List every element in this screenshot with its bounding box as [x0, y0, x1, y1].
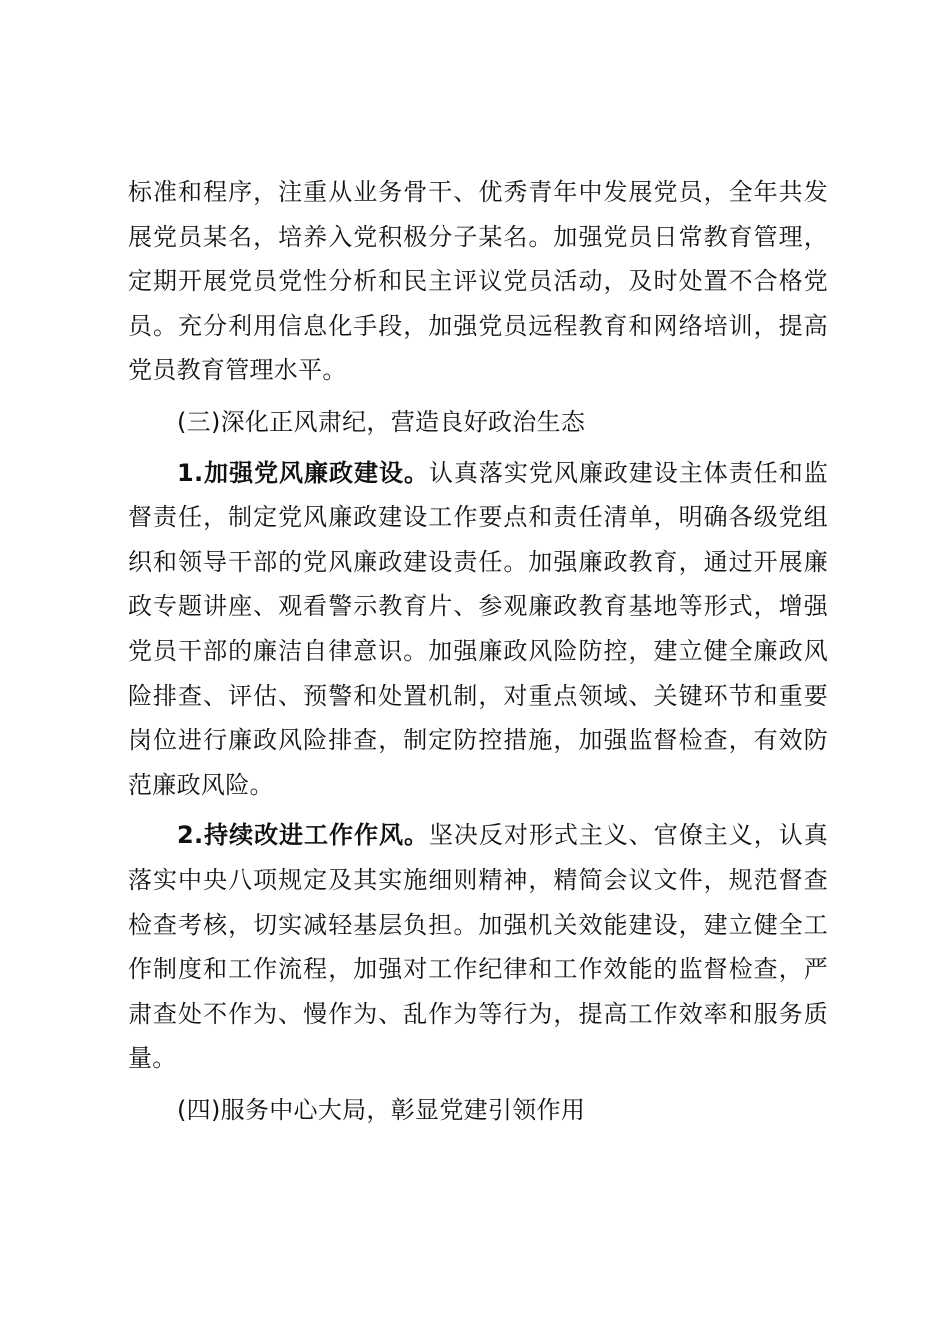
paragraph-work-style: [128, 813, 828, 1081]
document-page: [128, 170, 828, 1138]
paragraph-party-member-development: 标准和程序，注重从业务骨干、优秀青年中发展党员，全年共发展党员某名，培养入党积极分子某名。加强党员日常教育管理，定期开展党员党性分析和民主评议党员活动，及时处置不合格党员。充分利用信息化手段，加强党员远程教育和网络培训，提高党员教育管理水平。: [128, 178, 828, 385]
section-heading-3: (三)深化正风肃纪，营造良好政治生态: [177, 407, 586, 436]
paragraph-lead-2: 2.持续改进工作作风。: [177, 821, 429, 850]
paragraph-integrity-building: [128, 451, 828, 808]
section-heading-4: (四)服务中心大局，彰显党建引领作用: [177, 1095, 586, 1124]
paragraph-body-1: 认真落实党风廉政建设主体责任和监督责任，制定党风廉政建设工作要点和责任清单，明确各级党组织和领导干部的党风廉政建设责任。加强廉政教育，通过开展廉政专题讲座、观看警示教育片、参观廉政教育基地等形式，增强党员干部的廉洁自律意识。加强廉政风险防控，建立健全廉政风险排查、评估、预警和处置机制，对重点领域、关键环节和重要岗位进行廉政风险排查，制定防控措施，加强监督检查，有效防范廉政风险。: [128, 458, 828, 799]
paragraph-body-2: 坚决反对形式主义、官僚主义，认真落实中央八项规定及其实施细则精神，精简会议文件，规范督查检查考核，切实减轻基层负担。加强机关效能建设，建立健全工作制度和工作流程，加强对工作纪律和工作效能的监督检查，严肃查处不作为、慢作为、乱作为等行为，提高工作效率和服务质量。: [128, 821, 828, 1073]
paragraph-lead-1: 1.加强党风廉政建设。: [177, 458, 429, 487]
